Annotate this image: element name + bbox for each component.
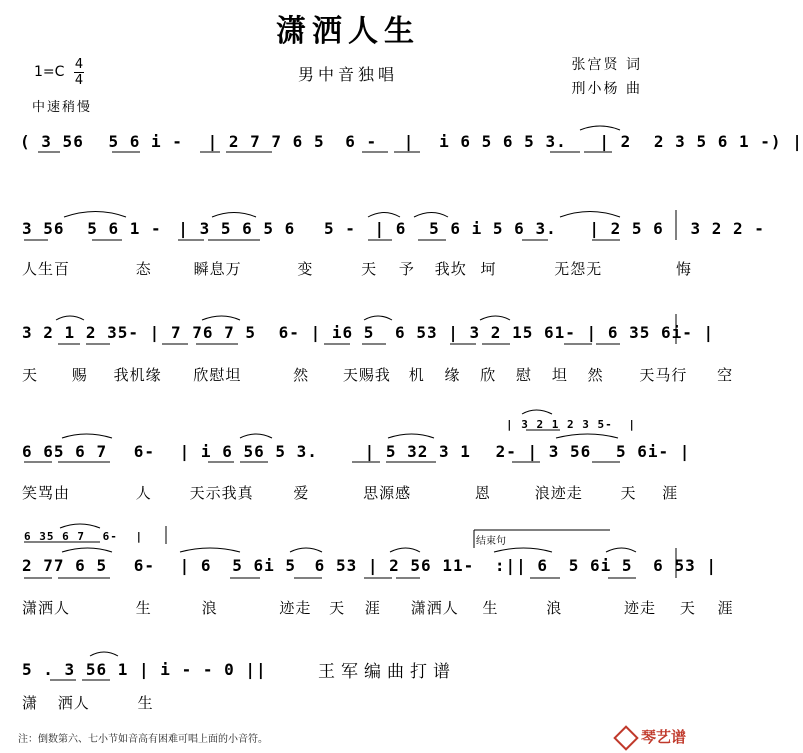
r6-bar1: | bbox=[139, 660, 150, 679]
r5-n1: 7 6 5 bbox=[53, 556, 108, 575]
r5-bar2: | bbox=[367, 556, 379, 575]
l2-w5: 天赐我 bbox=[342, 366, 391, 384]
r3-n23: 5 6 bbox=[639, 323, 672, 342]
r1-n3: 5 6 bbox=[108, 132, 141, 151]
r3-n24: i bbox=[671, 323, 683, 342]
r1-n2: 6 bbox=[73, 132, 84, 151]
r4-n12: 2 bbox=[495, 442, 507, 461]
r3-n2: 2 3 bbox=[85, 323, 118, 342]
l2-w8: 欣 bbox=[480, 366, 497, 384]
r5-n18: 5 6 bbox=[568, 556, 601, 575]
o3-n4: - bbox=[605, 418, 613, 431]
r3-bar3: | bbox=[448, 323, 459, 342]
r1-n14: 6 5 bbox=[502, 132, 535, 151]
logo-text: 琴艺谱 bbox=[640, 728, 686, 746]
song-subtitle: 男中音独唱 bbox=[297, 65, 398, 84]
r1-bar1: | bbox=[207, 132, 219, 151]
o4-bar: | bbox=[135, 530, 144, 543]
l4-w0: 潇洒人 bbox=[22, 599, 71, 617]
l2-w4: 然 bbox=[293, 366, 310, 384]
l2-w11: 然 bbox=[587, 366, 604, 384]
r3-n8: 6 bbox=[278, 323, 290, 342]
r3-n4: - bbox=[128, 323, 140, 342]
r3-bar5: | bbox=[703, 323, 715, 342]
r1-n17: 2 bbox=[620, 132, 632, 151]
r5-n3: - bbox=[144, 556, 155, 575]
l2-w9: 慰 bbox=[516, 366, 533, 384]
r2-n13: i bbox=[471, 219, 483, 238]
r1-n4: i bbox=[151, 132, 162, 151]
l3-w6: 浪迹走 bbox=[534, 484, 583, 502]
l3-w4: 思源感 bbox=[363, 484, 412, 502]
o4-n1: 5 6 7 bbox=[46, 530, 85, 543]
r3-n11: i bbox=[331, 323, 343, 342]
r4-n2: 6 bbox=[133, 442, 145, 461]
l3-w1: 人 bbox=[135, 484, 152, 502]
l4-w5: 涯 bbox=[364, 599, 381, 617]
r2-n11: 6 bbox=[395, 219, 407, 238]
r4-n6: 6 5 bbox=[222, 442, 255, 461]
arranger-credit: 王军编曲打谱 bbox=[318, 662, 456, 682]
ending-label: 结束句 bbox=[476, 536, 506, 547]
r1-n5: - bbox=[172, 132, 183, 151]
o3-n1: 2 1 bbox=[536, 418, 560, 431]
tempo-marking: 中速稍慢 bbox=[32, 100, 93, 115]
r6-n0: 5 . bbox=[22, 660, 54, 679]
l2-w2: 我机缘 bbox=[113, 366, 162, 384]
time-signature-top: 4 bbox=[74, 57, 84, 72]
r4-n1: 5 6 7 bbox=[53, 442, 108, 461]
l3-w8: 涯 bbox=[662, 484, 679, 502]
r4-bar1: | bbox=[179, 442, 191, 461]
r5-n14: 1 bbox=[452, 556, 464, 575]
r2-n17: 2 5 bbox=[610, 219, 643, 238]
l2-w3: 欣慰坦 bbox=[193, 366, 242, 384]
r4-n17: 5 6 bbox=[615, 442, 648, 461]
l4-w9: 迹走 bbox=[624, 599, 657, 617]
r5-n13: 6 1 bbox=[421, 556, 453, 575]
r6-n7: 0 bbox=[224, 660, 235, 679]
l3-w7: 天 bbox=[620, 484, 637, 502]
r4-n13: - bbox=[506, 442, 517, 461]
r1-n10: - bbox=[366, 132, 378, 151]
r3-bar2: | bbox=[310, 323, 322, 342]
r2-n4: - bbox=[151, 219, 162, 238]
l2-w7: 缘 bbox=[444, 366, 461, 384]
r5-repeat: :|| bbox=[494, 556, 527, 575]
l3-w0: 笑骂由 bbox=[22, 484, 71, 502]
r3-n19: 1 bbox=[554, 323, 566, 342]
r1-n7: 2 7 bbox=[228, 132, 261, 151]
l3-w3: 爱 bbox=[293, 484, 310, 502]
r4-n7: 6 5 bbox=[254, 442, 287, 461]
r4-n15: 3 5 bbox=[548, 442, 581, 461]
r3-n12: 6 5 bbox=[342, 323, 375, 342]
r3-n18: 5 6 bbox=[522, 323, 555, 342]
l1-w5: 予 bbox=[398, 260, 415, 278]
r3-bar1: | bbox=[149, 323, 161, 342]
footnote: 注：倒数第六、七小节如音高有困难可唱上面的小音符。 bbox=[18, 734, 268, 745]
l1-w1: 态 bbox=[135, 260, 152, 278]
r1-n13: 6 5 bbox=[460, 132, 493, 151]
r3-n25: - bbox=[682, 323, 693, 342]
o3-n3: 5 bbox=[597, 418, 606, 431]
r2-n12: 5 6 bbox=[429, 219, 461, 238]
r4-n5: i bbox=[200, 442, 212, 461]
o3-n0: | 3 bbox=[506, 418, 529, 431]
r5-n10: 3 bbox=[346, 556, 358, 575]
r2-n18: 6 bbox=[653, 219, 664, 238]
l4-w2: 浪 bbox=[201, 599, 218, 617]
r5-bar3: | bbox=[706, 556, 717, 575]
r3-n1: 2 1 bbox=[43, 323, 76, 342]
l1-w8: 无怨无 bbox=[554, 260, 603, 278]
r5-n7: i bbox=[264, 556, 275, 575]
l4-w8: 浪 bbox=[546, 599, 563, 617]
r5-bar1: | bbox=[179, 556, 191, 575]
lyricist-credit: 张宫贤 词 bbox=[571, 57, 642, 73]
r3-n7: 6 7 5 bbox=[202, 323, 257, 342]
r5-n5: 6 bbox=[200, 556, 212, 575]
r6-n5: - bbox=[181, 660, 193, 679]
r6-final: || bbox=[245, 660, 267, 679]
l2-w13: 空 bbox=[717, 366, 734, 384]
r4-n0: 6 6 bbox=[22, 442, 54, 461]
r1-n20: 1 bbox=[739, 132, 750, 151]
r6-n1: 3 5 bbox=[64, 660, 97, 679]
r1-n18: 2 3 bbox=[653, 132, 686, 151]
r2-n14: 5 6 bbox=[492, 219, 525, 238]
r3-n14: 3 bbox=[426, 323, 438, 342]
composer-credit: 刑小杨 曲 bbox=[571, 81, 642, 97]
r4-n10: 5 3 bbox=[385, 442, 418, 461]
r6-n2: 6 1 bbox=[96, 660, 129, 679]
r3-n0: 3 bbox=[22, 323, 33, 342]
r4-bar2: | bbox=[364, 442, 376, 461]
r5-n20: 5 bbox=[621, 556, 633, 575]
r2-n9: - bbox=[345, 219, 356, 238]
l5-w0: 潇 bbox=[22, 694, 39, 712]
r5-n9: 6 5 bbox=[314, 556, 347, 575]
r2-n3: 1 bbox=[129, 219, 141, 238]
r3-n17: 2 1 bbox=[490, 323, 523, 342]
l1-w7: 坷 bbox=[480, 260, 497, 278]
r3-n9: - bbox=[289, 323, 300, 342]
r3-n22: 6 3 bbox=[607, 323, 640, 342]
r1-bar3: | bbox=[599, 132, 610, 151]
l2-w0: 天 bbox=[22, 366, 39, 384]
r3-n3: 5 bbox=[117, 323, 129, 342]
l1-w3: 变 bbox=[297, 260, 314, 278]
l4-w3: 迹走 bbox=[279, 599, 312, 617]
l1-w9: 悔 bbox=[676, 260, 693, 278]
l2-w12: 天马行 bbox=[639, 366, 688, 384]
r4-n11: 2 3 1 bbox=[417, 442, 471, 461]
r2-n8: 5 bbox=[323, 219, 335, 238]
r2-bar3: | bbox=[589, 219, 600, 238]
r1-n15: 3. bbox=[545, 132, 567, 151]
r5-n15: - bbox=[463, 556, 475, 575]
l1-w2: 瞬息万 bbox=[193, 260, 242, 278]
r2-n2: 5 6 bbox=[87, 219, 120, 238]
r2-n6: 3 5 bbox=[199, 219, 232, 238]
r2-n7: 6 5 6 bbox=[242, 219, 296, 238]
l4-w10: 天 bbox=[679, 599, 696, 617]
r2-bar2: | bbox=[374, 219, 386, 238]
time-signature-bottom: 4 bbox=[74, 73, 84, 88]
r2-n19: 3 2 bbox=[690, 219, 723, 238]
l3-w5: 恩 bbox=[474, 484, 491, 502]
r2-n20: 2 bbox=[733, 219, 744, 238]
o3-n2: 2 3 bbox=[567, 418, 590, 431]
r3-n6: 7 7 bbox=[170, 323, 203, 342]
l1-w4: 天 bbox=[361, 260, 378, 278]
o4-n2: 6 bbox=[102, 530, 111, 543]
r1-n8: 7 6 5 bbox=[271, 132, 325, 151]
r1-bar2: | bbox=[403, 132, 415, 151]
r6-n6: - bbox=[202, 660, 214, 679]
l2-w1: 赐 bbox=[71, 366, 88, 384]
r3-n13: 6 5 bbox=[395, 323, 427, 342]
r2-n1: 6 bbox=[53, 219, 65, 238]
r5-n17: 6 bbox=[537, 556, 549, 575]
r1-n9: 6 bbox=[345, 132, 356, 151]
l5-w1: 洒人 bbox=[57, 694, 90, 712]
r1-n0: ( bbox=[20, 132, 31, 151]
r1-n21: -) bbox=[760, 132, 782, 151]
l4-w6: 潇洒人 bbox=[410, 599, 459, 617]
o4-n0: 6 3 bbox=[24, 530, 47, 543]
l4-w7: 生 bbox=[482, 599, 499, 617]
r1-n19: 5 6 bbox=[696, 132, 729, 151]
r2-bar1: | bbox=[178, 219, 189, 238]
r4-n19: - bbox=[658, 442, 670, 461]
r3-n16: 3 bbox=[469, 323, 481, 342]
r5-n6: 5 6 bbox=[232, 556, 265, 575]
r4-bar4: | bbox=[679, 442, 691, 461]
key-signature: 1=C bbox=[34, 64, 65, 80]
r2-n0: 3 5 bbox=[22, 219, 54, 238]
r4-bar3: | bbox=[527, 442, 539, 461]
l3-w2: 天示我真 bbox=[189, 484, 254, 502]
r2-n15: 3. bbox=[535, 219, 557, 238]
r5-n8: 5 bbox=[285, 556, 297, 575]
r4-n18: i bbox=[647, 442, 659, 461]
r1-bar4: | bbox=[792, 132, 803, 151]
o4-n3: - bbox=[110, 530, 118, 543]
r6-n4: i bbox=[160, 660, 171, 679]
l1-w0: 人生百 bbox=[22, 260, 71, 278]
r5-n19: i bbox=[600, 556, 612, 575]
o3-bar: | bbox=[628, 418, 636, 431]
r5-n21: 6 5 bbox=[653, 556, 686, 575]
r4-n16: 6 bbox=[580, 442, 592, 461]
r5-n0: 2 7 bbox=[22, 556, 54, 575]
l4-w1: 生 bbox=[135, 599, 152, 617]
l5-w2: 生 bbox=[137, 694, 154, 712]
r3-n20: - bbox=[565, 323, 576, 342]
r2-n21: - bbox=[754, 219, 765, 238]
r1-n12: i bbox=[439, 132, 450, 151]
r5-n12: 2 5 bbox=[389, 556, 422, 575]
l2-w6: 机 bbox=[408, 366, 425, 384]
r5-n2: 6 bbox=[133, 556, 145, 575]
l4-w11: 涯 bbox=[717, 599, 734, 617]
r4-n8: 3. bbox=[296, 442, 318, 461]
r3-bar4: | bbox=[586, 323, 598, 342]
song-title: 潇洒人生 bbox=[276, 14, 420, 49]
l1-w6: 我坎 bbox=[434, 260, 467, 278]
l2-w10: 坦 bbox=[551, 366, 568, 384]
r5-n22: 3 bbox=[685, 556, 696, 575]
r4-n3: - bbox=[144, 442, 155, 461]
l4-w4: 天 bbox=[329, 599, 346, 617]
r1-n1: 3 5 bbox=[41, 132, 74, 151]
